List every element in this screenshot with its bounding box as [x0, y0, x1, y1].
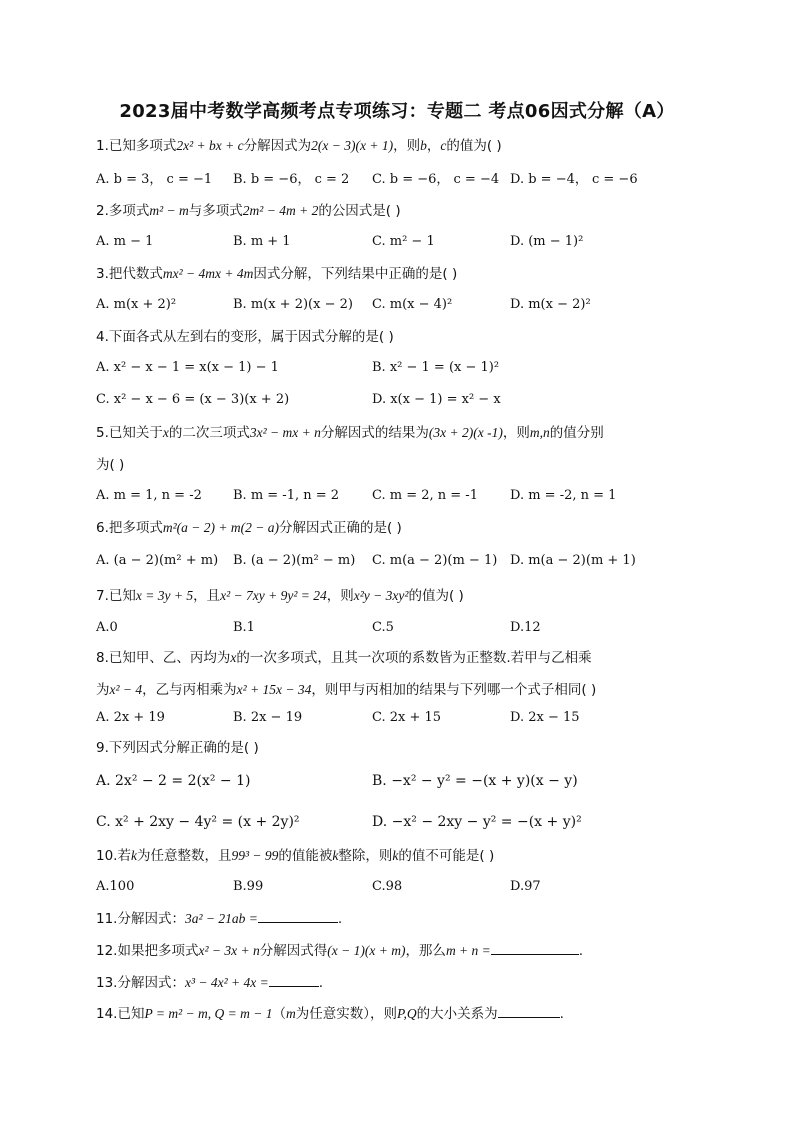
formula: mx² − 4mx + 4m: [162, 266, 254, 281]
stem-text: ，那么: [405, 943, 446, 959]
formula: b: [420, 138, 427, 153]
formula: m: [285, 1006, 296, 1021]
stem-text: 为: [96, 682, 110, 698]
stem-text: 为任意整数，且: [136, 848, 232, 864]
option-8b[interactable]: B. 2x − 19: [233, 710, 303, 725]
stem-text: 3.把代数式: [96, 266, 163, 282]
stem-text: 为任意实数），则: [295, 1006, 397, 1022]
formula: x³ − 4x² + 4x =: [184, 975, 269, 990]
option-5a[interactable]: A. m = 1, n = -2: [96, 488, 202, 503]
question-2-stem: [96, 201, 401, 221]
stem-text: 分解因式得: [259, 943, 328, 959]
formula: 2x² + bx + c: [176, 138, 244, 153]
stem-text: 13.分解因式：: [96, 975, 185, 991]
stem-text: .: [337, 911, 343, 927]
option-10a[interactable]: A.100: [96, 879, 135, 894]
stem-text: （: [272, 1006, 286, 1022]
option-2d[interactable]: D. (m − 1)²: [510, 234, 584, 249]
formula: k: [130, 848, 137, 863]
stem-text: .: [578, 943, 584, 959]
formula: x² − 3x + n: [198, 943, 260, 958]
question-8-stem: [96, 648, 592, 668]
question-10-stem: [96, 846, 494, 866]
formula: x: [230, 650, 237, 665]
option-7a[interactable]: A.0: [96, 620, 118, 635]
stem-text: 的值分别: [549, 425, 604, 441]
stem-text: 的值不可能是( ): [398, 848, 495, 864]
option-10b[interactable]: B.99: [233, 879, 264, 894]
question-7-stem: [96, 586, 464, 606]
answer-blank-13[interactable]: [269, 972, 319, 987]
stem-text: 12.如果把多项式: [96, 943, 199, 959]
option-10d[interactable]: D.97: [510, 879, 541, 894]
page-title: 2023届中考数学高频考点专项练习：专题二 考点06因式分解（A）: [119, 101, 675, 122]
question-11-stem: [96, 908, 342, 929]
option-7d[interactable]: D.12: [510, 620, 541, 635]
option-8d[interactable]: D. 2x − 15: [510, 710, 580, 725]
formula: k: [392, 848, 399, 863]
stem-text: 的值为( ): [408, 588, 464, 604]
option-6a[interactable]: A. (a − 2)(m² + m): [96, 553, 219, 568]
option-9a[interactable]: A. 2x² − 2 = 2(x² − 1): [96, 773, 251, 789]
formula: x: [162, 425, 169, 440]
option-9b[interactable]: B. −x² − y² = −(x + y)(x − y): [372, 773, 578, 789]
question-14-stem: [96, 1003, 564, 1024]
option-3c[interactable]: C. m(x − 4)²: [372, 297, 453, 312]
stem-text: ，则: [326, 588, 354, 604]
option-9d[interactable]: D. −x² − 2xy − y² = −(x + y)²: [372, 814, 582, 830]
stem-text: 8.已知甲、乙、丙均为: [96, 650, 231, 666]
stem-text: 的大小关系为: [416, 1006, 498, 1022]
formula: 3x² − mx + n: [249, 425, 321, 440]
option-3d[interactable]: D. m(x − 2)²: [510, 297, 591, 312]
option-6c[interactable]: C. m(a − 2)(m − 1): [372, 553, 498, 568]
formula: x²y − 3xy²: [353, 588, 409, 603]
option-1a[interactable]: A. b = 3， c = −1: [96, 172, 213, 187]
answer-blank-14[interactable]: [498, 1003, 560, 1018]
stem-text: 5.已知关于: [96, 425, 163, 441]
stem-text: 4.下面各式从左到右的变形，属于因式分解的是( ): [96, 329, 394, 345]
stem-text: 的公因式是( ): [318, 203, 401, 219]
stem-text: .: [559, 1006, 564, 1022]
question-3-stem: [96, 264, 457, 284]
option-1c[interactable]: C. b = −6， c = −4: [372, 172, 500, 187]
formula: m + n =: [445, 943, 491, 958]
stem-text: 1.已知多项式: [96, 138, 177, 154]
formula: k: [332, 848, 339, 863]
formula: x² − 4: [109, 682, 143, 697]
option-7b[interactable]: B.1: [233, 620, 255, 635]
stem-text: 的一次多项式，且其一次项的系数皆为正整数.若甲与乙相乘: [236, 650, 592, 666]
formula: 2m² − 4m + 2: [242, 203, 319, 218]
stem-text: 与多项式: [188, 203, 243, 219]
stem-text: 的值能被: [278, 848, 333, 864]
answer-blank-11[interactable]: [258, 908, 338, 923]
stem-text: ，且: [193, 588, 221, 604]
stem-text: 整除，则: [338, 848, 393, 864]
stem-text: 14.已知: [96, 1006, 145, 1022]
option-3b[interactable]: B. m(x + 2)(x − 2): [233, 297, 353, 312]
stem-text: .: [318, 975, 324, 991]
formula: c: [440, 138, 447, 153]
stem-text: 分解因式正确的是( ): [279, 520, 402, 536]
formula: x = 3y + 5: [135, 588, 194, 603]
option-5c[interactable]: C. m = 2, n = -1: [372, 488, 478, 503]
option-4a[interactable]: A. x² − x − 1 = x(x − 1) − 1: [96, 360, 279, 375]
option-3a[interactable]: A. m(x + 2)²: [96, 297, 177, 312]
option-4d[interactable]: D. x(x − 1) = x² − x: [372, 392, 501, 407]
formula: 99³ − 99: [231, 848, 279, 863]
formula: m² − m: [149, 203, 189, 218]
stem-text: 分解因式为: [243, 138, 312, 154]
stem-text: 11.分解因式：: [96, 911, 185, 927]
question-5-stem: [96, 423, 604, 443]
option-5b[interactable]: B. m = -1, n = 2: [233, 488, 340, 503]
option-4b[interactable]: B. x² − 1 = (x − 1)²: [372, 360, 500, 375]
option-4c[interactable]: C. x² − x − 6 = (x − 3)(x + 2): [96, 392, 290, 407]
option-2c[interactable]: C. m² − 1: [372, 234, 435, 249]
option-2a[interactable]: A. m − 1: [96, 234, 154, 249]
stem-text: ，乙与丙相乘为: [142, 682, 237, 698]
stem-text: 6.把多项式: [96, 520, 163, 536]
stem-text: 2.多项式: [96, 203, 150, 219]
stem-text: 10.若: [96, 848, 131, 864]
formula: x² − 7xy + 9y² = 24: [220, 588, 327, 603]
stem-text: 分解因式的结果为: [320, 425, 429, 441]
stem-text: 7.已知: [96, 588, 136, 604]
formula: m²(a − 2) + m(2 − a): [162, 520, 279, 535]
answer-blank-12[interactable]: [491, 940, 579, 955]
stem-text: 9.下列因式分解正确的是( ): [96, 740, 259, 756]
stem-text: ，则: [502, 425, 530, 441]
question-13-stem: [96, 972, 323, 993]
question-8-stem-cont: [96, 680, 596, 700]
formula: 2(x − 3)(x + 1): [311, 138, 394, 153]
formula: 3a² − 21ab =: [184, 911, 258, 926]
stem-text: 的二次三项式: [168, 425, 250, 441]
option-1b[interactable]: B. b = −6， c = 2: [233, 172, 350, 187]
formula: m,n: [529, 425, 550, 440]
formula: P = m² − m, Q = m − 1: [144, 1006, 273, 1021]
question-12-stem: [96, 940, 583, 961]
stem-text: ，: [426, 138, 441, 154]
option-10c[interactable]: C.98: [372, 879, 403, 894]
question-5-stem-cont: 为( ): [96, 457, 125, 473]
option-9c[interactable]: C. x² + 2xy − 4y² = (x + 2y)²: [96, 814, 300, 830]
formula: x² + 15x − 34: [236, 682, 312, 697]
question-9-stem: [96, 738, 259, 758]
question-6-stem: [96, 518, 402, 538]
option-6d[interactable]: D. m(a − 2)(m + 1): [510, 553, 636, 568]
formula: (3x + 2)(x -1): [428, 425, 503, 440]
option-2b[interactable]: B. m + 1: [233, 234, 291, 249]
option-6b[interactable]: B. (a − 2)(m² − m): [233, 553, 356, 568]
option-7c[interactable]: C.5: [372, 620, 394, 635]
option-8a[interactable]: A. 2x + 19: [96, 710, 165, 725]
stem-text: 的值为( ): [446, 138, 502, 154]
formula: (x − 1)(x + m): [327, 943, 406, 958]
question-4-stem: [96, 327, 394, 347]
option-1d[interactable]: D. b = −4， c = −6: [510, 172, 638, 187]
stem-text: ，则: [393, 138, 421, 154]
stem-text: ，则甲与丙相加的结果与下列哪一个式子相同( ): [311, 682, 597, 698]
option-5d[interactable]: D. m = -2, n = 1: [510, 488, 617, 503]
stem-text: 因式分解，下列结果中正确的是( ): [253, 266, 458, 282]
question-1-stem: [96, 136, 502, 156]
option-8c[interactable]: C. 2x + 15: [372, 710, 442, 725]
formula: P,Q: [396, 1006, 417, 1021]
